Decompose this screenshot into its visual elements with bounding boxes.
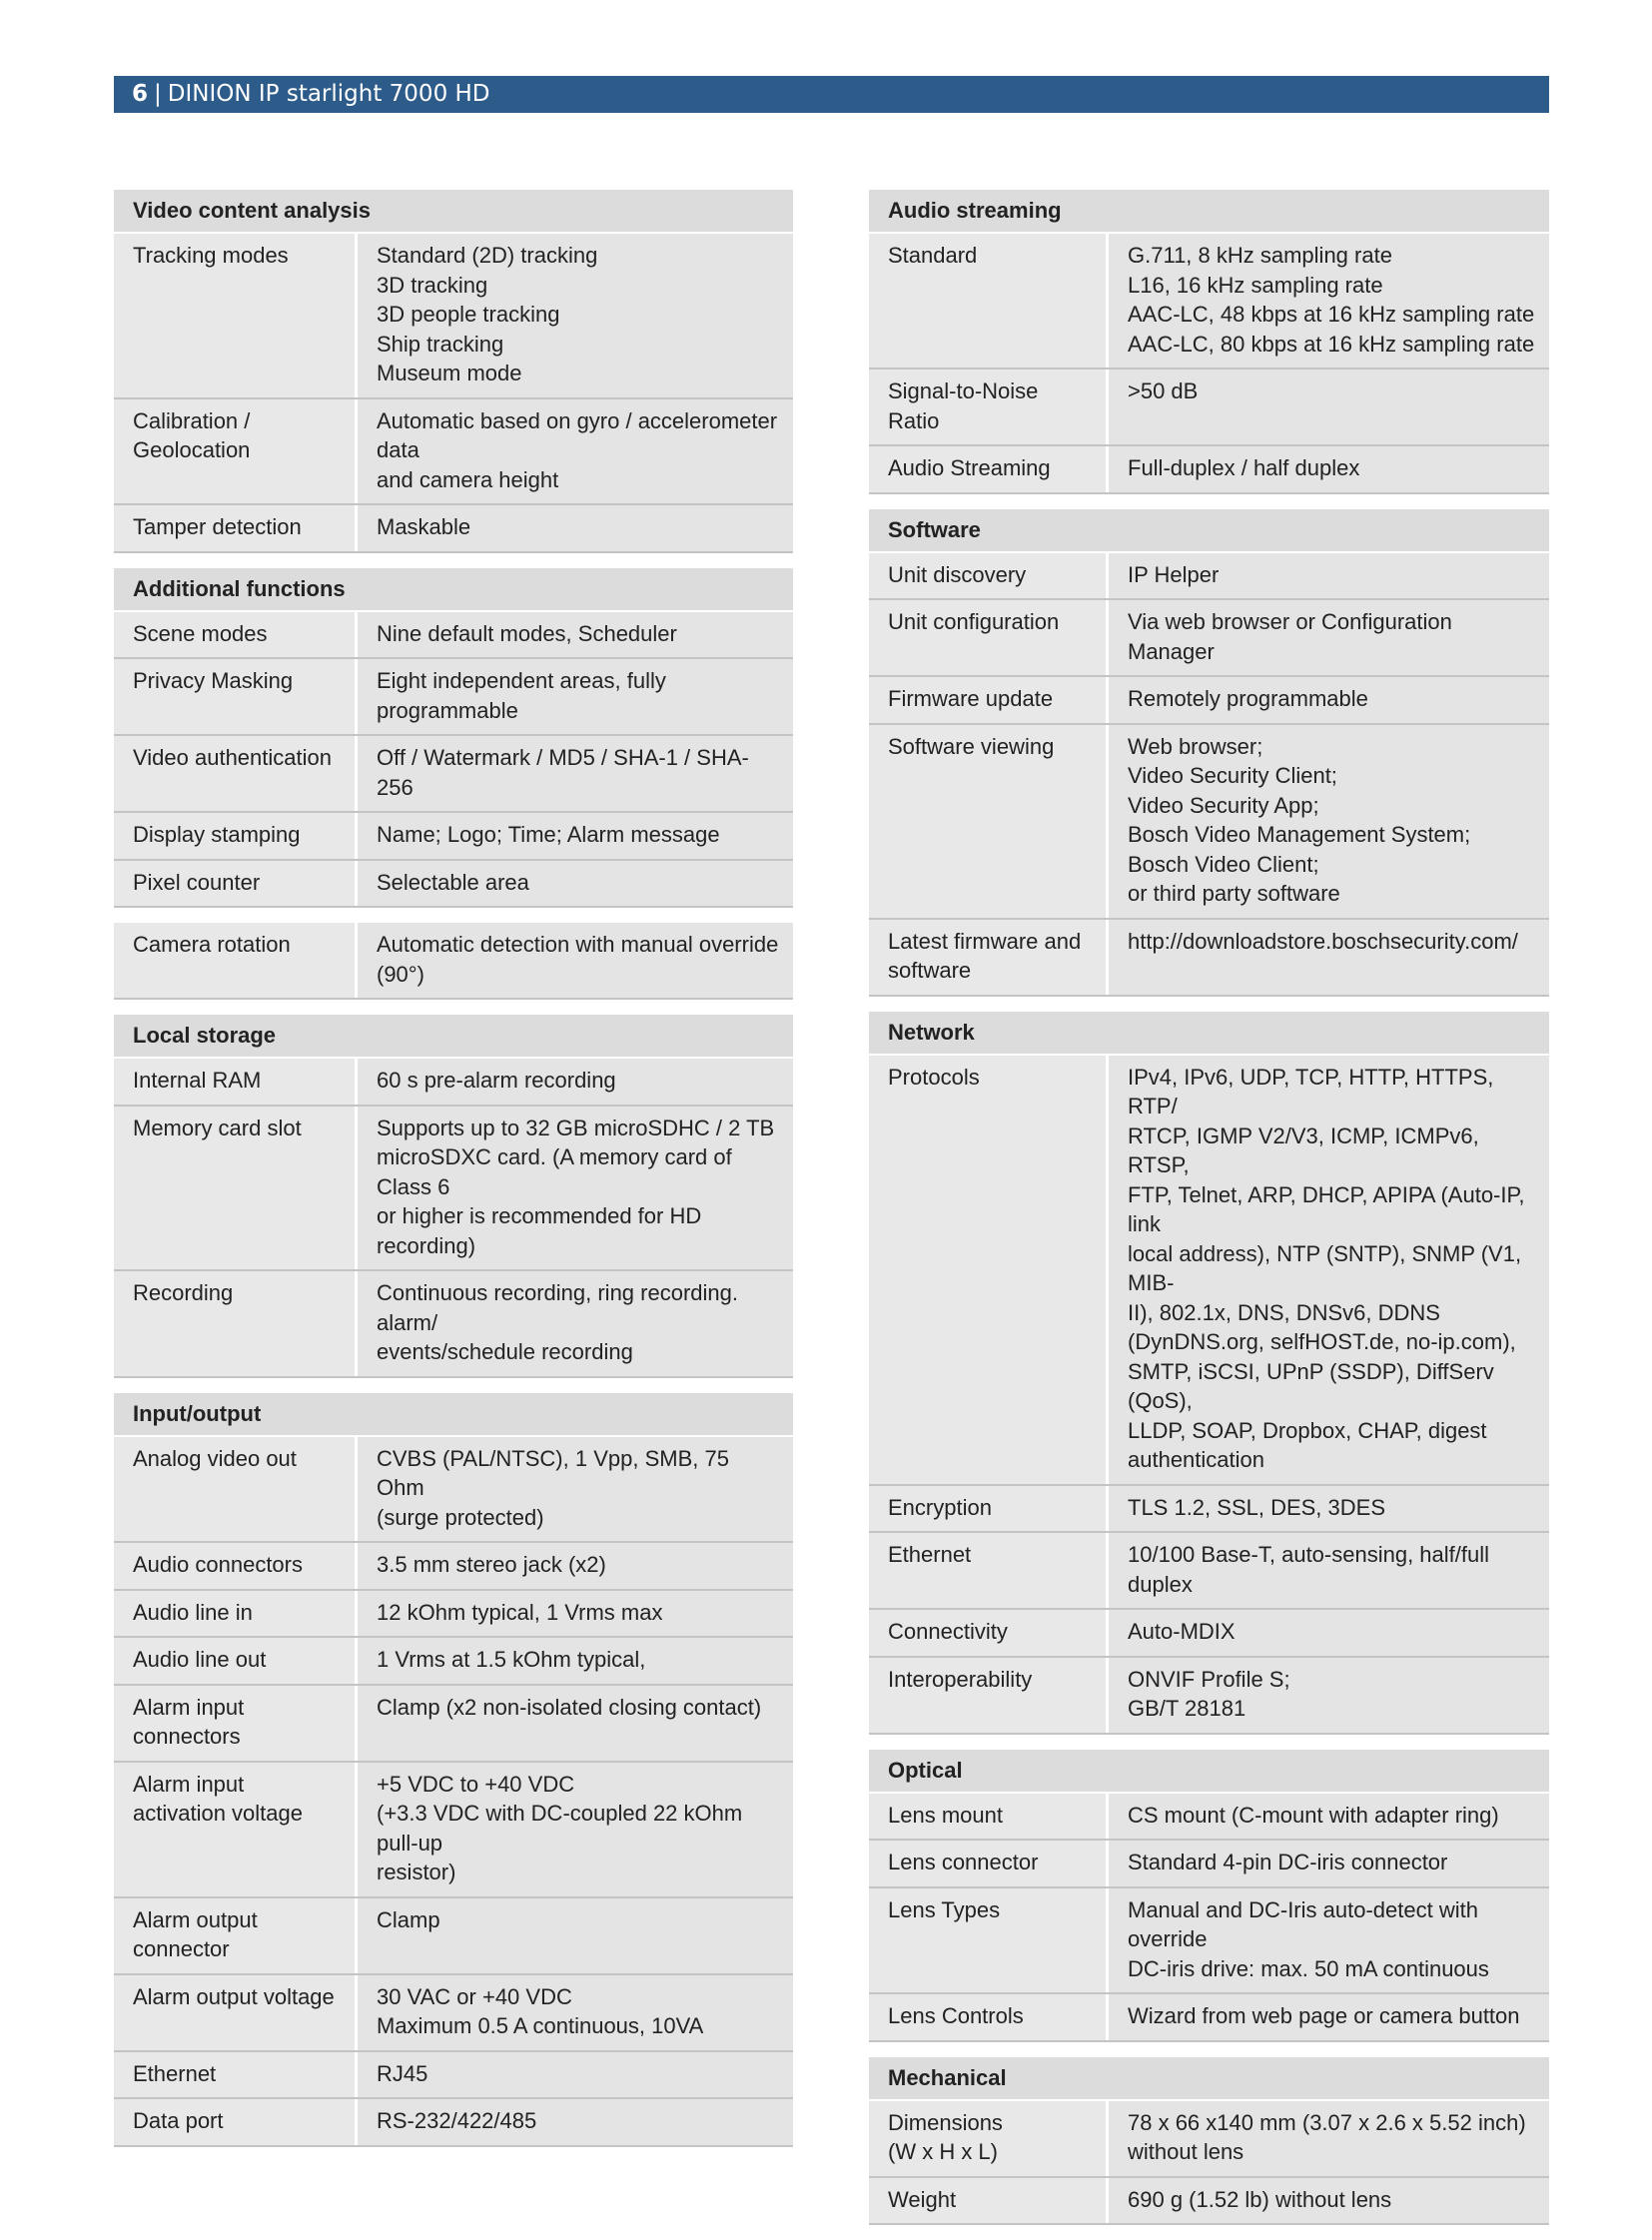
spec-row-audio-streaming <box>869 446 1549 494</box>
spec-label <box>114 399 358 504</box>
spec-label <box>114 612 358 658</box>
spec-value <box>358 1107 793 1270</box>
spec-row-display-stamping <box>114 813 793 861</box>
spec-row-video-authentication <box>114 736 793 813</box>
spec-value <box>358 813 793 859</box>
spec-row-data-port <box>114 2099 793 2147</box>
spec-row-analog-video-out <box>114 1437 793 1544</box>
spec-value-line: without lens <box>1128 2139 1244 2164</box>
spec-label-line: Encryption <box>888 1494 992 1520</box>
spec-value-line: RS-232/422/485 <box>377 2108 537 2133</box>
spec-row-privacy-masking <box>114 659 793 736</box>
spec-value-line: FTP, Telnet, ARP, DHCP, APIPA (Auto-IP, link <box>1128 1181 1525 1236</box>
spec-label-line: connector <box>133 1936 230 1961</box>
spec-label-line: (W x H x L) <box>888 2139 998 2164</box>
spec-value <box>1109 2178 1549 2224</box>
spec-row-protocols <box>869 1056 1549 1486</box>
spec-label-line: Memory card slot <box>133 1115 302 1140</box>
spec-label <box>869 1888 1109 1993</box>
spec-value <box>1109 234 1549 368</box>
spec-value-line: 78 x 66 x140 mm (3.07 x 2.6 x 5.52 inch) <box>1128 2109 1526 2135</box>
spec-row-tracking-modes <box>114 234 793 399</box>
spec-value-line: DC-iris drive: max. 50 mA continuous <box>1128 1955 1489 1981</box>
spec-label-line: Audio Streaming <box>888 455 1051 480</box>
spec-label-line: Pixel counter <box>133 869 261 895</box>
spec-label <box>114 1975 358 2050</box>
spec-label <box>114 659 358 734</box>
spec-value-line: 60 s pre-alarm recording <box>377 1068 616 1093</box>
spec-value <box>1109 1994 1549 2040</box>
spec-value <box>1109 1610 1549 1656</box>
spec-label-line: Lens mount <box>888 1802 1003 1828</box>
spec-label-line: Latest firmware and <box>888 928 1082 954</box>
spec-value <box>358 1638 793 1684</box>
spec-value-line: GB/T 28181 <box>1128 1696 1246 1721</box>
spec-value-line: 690 g (1.52 lb) without lens <box>1128 2186 1392 2212</box>
spec-value <box>358 505 793 551</box>
spec-value-line: RTCP, IGMP V2/V3, ICMP, ICMPv6, RTSP, <box>1128 1122 1479 1177</box>
spec-label-line: Dimensions <box>888 2109 1003 2135</box>
spec-label-line: Lens Types <box>888 1896 1001 1922</box>
spec-label-line: activation voltage <box>133 1801 303 1826</box>
spec-label-line: Alarm output voltage <box>133 1983 335 2009</box>
spec-label <box>114 1591 358 1637</box>
spec-label <box>114 923 358 998</box>
spec-label <box>869 725 1109 918</box>
spec-label-line: Ethernet <box>133 2060 217 2086</box>
spec-value-line: IP Helper <box>1128 561 1220 587</box>
spec-value-line: Via web browser or Configuration Manager <box>1128 609 1452 664</box>
spec-value-line: Clamp (x2 non-isolated closing contact) <box>377 1694 762 1720</box>
spec-value-line: Name; Logo; Time; Alarm message <box>377 822 720 847</box>
spec-label-line: Audio connectors <box>133 1552 303 1577</box>
spec-value-line: authentication <box>1128 1447 1264 1472</box>
spec-label-line: Internal RAM <box>133 1068 262 1093</box>
spec-label <box>869 370 1109 444</box>
spec-value-line: ONVIF Profile S; <box>1128 1666 1290 1692</box>
spec-section-input-output <box>114 1393 793 2147</box>
spec-row-recording <box>114 1271 793 1378</box>
spec-value-line: Selectable area <box>377 869 529 895</box>
spec-label-line: Software viewing <box>888 733 1055 759</box>
spec-row-alarm-input-activation-voltage <box>114 1763 793 1898</box>
spec-value-line: AAC-LC, 48 kbps at 16 kHz sampling rate <box>1128 302 1535 327</box>
spec-row-unit-configuration <box>869 600 1549 677</box>
right-spec-column <box>869 190 1549 2240</box>
spec-value <box>1109 1888 1549 1993</box>
spec-label <box>869 446 1109 492</box>
spec-label <box>114 1763 358 1896</box>
spec-value-line: Maximum 0.5 A continuous, 10VA <box>377 2013 704 2038</box>
spec-value-line: Video Security Client; <box>1128 763 1337 788</box>
spec-value <box>358 2052 793 2098</box>
spec-value-line: and camera height <box>377 466 559 492</box>
spec-value-line: Standard 4-pin DC-iris connector <box>1128 1850 1448 1874</box>
section-heading: Local storage <box>114 1015 793 1059</box>
spec-section-audio-streaming <box>869 190 1549 494</box>
spec-label <box>869 1794 1109 1840</box>
spec-value-line: Video Security App; <box>1128 792 1319 818</box>
spec-label <box>114 813 358 859</box>
spec-value <box>358 1686 793 1761</box>
spec-row-audio-connectors <box>114 1543 793 1591</box>
spec-row-audio-line-in <box>114 1591 793 1639</box>
spec-value-line: AAC-LC, 80 kbps at 16 kHz sampling rate <box>1128 331 1535 357</box>
spec-value-line: (90°) <box>377 961 424 987</box>
spec-label-line: Connectivity <box>888 1619 1008 1644</box>
spec-value-line: 10/100 Base-T, auto-sensing, half/full duplex <box>1128 1542 1490 1597</box>
spec-row-scene-modes <box>114 612 793 660</box>
spec-label-line: Privacy Masking <box>133 668 294 693</box>
spec-value <box>358 234 793 397</box>
spec-label <box>114 736 358 811</box>
spec-value <box>1109 1794 1549 1840</box>
spec-value <box>358 659 793 734</box>
spec-row-alarm-output-connector <box>114 1898 793 1975</box>
spec-value-line: Bosch Video Management System; <box>1128 822 1471 847</box>
spec-value-line: or third party software <box>1128 881 1340 906</box>
spec-label <box>869 600 1109 675</box>
spec-row-latest-firmware-and-software <box>869 920 1549 997</box>
spec-section-group-2 <box>114 923 793 1000</box>
header-separator: | <box>154 81 162 107</box>
document-title: DINION IP starlight 7000 HD <box>167 81 490 107</box>
spec-value-line: Standard (2D) tracking <box>377 243 598 268</box>
spec-row-encryption <box>869 1486 1549 1534</box>
spec-value <box>358 736 793 811</box>
spec-section-additional-functions <box>114 568 793 909</box>
spec-label <box>114 1638 358 1684</box>
spec-label-line: Camera rotation <box>133 932 291 957</box>
spec-label-line: Alarm output <box>133 1906 258 1932</box>
spec-label-line: Geolocation <box>133 437 251 462</box>
spec-row-alarm-input-connectors <box>114 1686 793 1763</box>
spec-label <box>869 1610 1109 1656</box>
spec-value <box>358 612 793 658</box>
spec-label-line: Interoperability <box>888 1666 1033 1692</box>
spec-row-audio-line-out <box>114 1638 793 1686</box>
spec-value-line: Web browser; <box>1128 733 1263 759</box>
spec-value-line: (DynDNS.org, selfHOST.de, no-ip.com), <box>1128 1329 1516 1354</box>
spec-label-line: Scene modes <box>133 620 268 646</box>
spec-label-line: Calibration / <box>133 407 251 433</box>
spec-value-line: Continuous recording, ring recording. alarm/ <box>377 1280 738 1335</box>
spec-row-connectivity <box>869 1610 1549 1658</box>
spec-label-line: Audio line out <box>133 1647 267 1672</box>
spec-label <box>869 1841 1109 1886</box>
spec-row-internal-ram <box>114 1059 793 1107</box>
spec-value-line: local address), NTP (SNTP), SNMP (V1, MIB- <box>1128 1240 1522 1295</box>
spec-row-lens-controls <box>869 1994 1549 2042</box>
spec-value <box>358 1898 793 1973</box>
spec-value <box>1109 1056 1549 1484</box>
spec-label <box>114 1686 358 1761</box>
spec-value <box>358 399 793 504</box>
spec-label-line: Lens connector <box>888 1850 1039 1874</box>
spec-label-line: Data port <box>133 2108 224 2133</box>
spec-label <box>869 1533 1109 1608</box>
spec-value <box>1109 553 1549 599</box>
spec-label-line: Unit configuration <box>888 609 1060 634</box>
spec-label <box>869 1658 1109 1733</box>
left-spec-column <box>114 190 793 2162</box>
spec-row-interoperability <box>869 1658 1549 1735</box>
spec-label <box>869 2178 1109 2224</box>
spec-row-camera-rotation <box>114 923 793 1000</box>
spec-value-line: 30 VAC or +40 VDC <box>377 1983 572 2009</box>
spec-value-line: 1 Vrms at 1.5 kOhm typical, <box>377 1647 646 1672</box>
spec-value-line: G.711, 8 kHz sampling rate <box>1128 243 1392 268</box>
spec-label <box>114 234 358 397</box>
spec-label-line: Ethernet <box>888 1542 972 1567</box>
spec-label <box>114 1543 358 1589</box>
section-heading: Mechanical <box>869 2057 1549 2101</box>
spec-value-line: CS mount (C-mount with adapter ring) <box>1128 1802 1499 1828</box>
spec-label <box>114 1898 358 1973</box>
spec-label-line: Firmware update <box>888 686 1054 711</box>
spec-value-line: Clamp <box>377 1906 440 1932</box>
spec-label <box>869 1056 1109 1484</box>
spec-value <box>1109 725 1549 918</box>
section-heading: Additional functions <box>114 568 793 612</box>
spec-value-line: Off / Watermark / MD5 / SHA-1 / SHA-256 <box>377 745 749 800</box>
spec-label <box>869 1994 1109 2040</box>
spec-value-line: or higher is recommended for HD recording) <box>377 1203 702 1258</box>
spec-row-ethernet <box>869 1533 1549 1610</box>
spec-row-unit-discovery <box>869 553 1549 601</box>
spec-label <box>114 2052 358 2098</box>
spec-label <box>114 1271 358 1376</box>
spec-row-lens-mount <box>869 1794 1549 1842</box>
spec-value <box>1109 1533 1549 1608</box>
spec-row-tamper-detection <box>114 505 793 553</box>
spec-row-memory-card-slot <box>114 1107 793 1272</box>
spec-label <box>869 2101 1109 2176</box>
spec-label <box>114 1437 358 1542</box>
spec-value <box>1109 920 1549 995</box>
spec-value-line: L16, 16 kHz sampling rate <box>1128 272 1383 298</box>
spec-value-line: +5 VDC to +40 VDC <box>377 1771 575 1797</box>
spec-row-lens-types <box>869 1888 1549 1995</box>
spec-value <box>1109 1486 1549 1532</box>
spec-value-line: 3D people tracking <box>377 302 560 327</box>
spec-label <box>114 1107 358 1270</box>
spec-label-line: Signal-to-Noise Ratio <box>888 378 1039 433</box>
spec-value-line: CVBS (PAL/NTSC), 1 Vpp, SMB, 75 Ohm <box>377 1445 729 1500</box>
spec-value <box>358 1437 793 1542</box>
spec-value-line: (surge protected) <box>377 1504 544 1530</box>
spec-label-line: Standard <box>888 243 978 268</box>
spec-value <box>358 2099 793 2145</box>
spec-value <box>358 1591 793 1637</box>
spec-value <box>1109 600 1549 675</box>
spec-label <box>114 1059 358 1105</box>
spec-value-line: 3.5 mm stereo jack (x2) <box>377 1552 606 1577</box>
spec-value <box>358 1059 793 1105</box>
spec-label <box>869 234 1109 368</box>
spec-label-line: Alarm input <box>133 1694 245 1720</box>
spec-label <box>869 920 1109 995</box>
spec-value-line: microSDXC card. (A memory card of Class 6 <box>377 1144 732 1199</box>
section-heading: Network <box>869 1012 1549 1056</box>
spec-row-dimensions-w-x-h-x-l <box>869 2101 1549 2178</box>
page-header-bar <box>114 76 1549 113</box>
spec-value-line: LLDP, SOAP, Dropbox, CHAP, digest <box>1128 1417 1487 1443</box>
spec-value <box>358 1975 793 2050</box>
spec-row-firmware-update <box>869 677 1549 725</box>
spec-value <box>1109 2101 1549 2176</box>
spec-value <box>358 1543 793 1589</box>
spec-row-software-viewing <box>869 725 1549 920</box>
spec-value-line: Eight independent areas, fully programmable <box>377 668 666 723</box>
spec-label <box>114 2099 358 2145</box>
spec-value-line: Bosch Video Client; <box>1128 851 1319 877</box>
spec-section-optical <box>869 1750 1549 2042</box>
spec-row-signal-to-noise-ratio <box>869 370 1549 446</box>
spec-row-lens-connector <box>869 1841 1549 1888</box>
spec-value-line: http://downloadstore.boschsecurity.com/ <box>1128 928 1518 954</box>
section-heading: Audio streaming <box>869 190 1549 234</box>
spec-value-line: TLS 1.2, SSL, DES, 3DES <box>1128 1494 1386 1520</box>
spec-value-line: Remotely programmable <box>1128 686 1368 711</box>
spec-row-weight <box>869 2178 1549 2226</box>
spec-value-line: II), 802.1x, DNS, DNSv6, DDNS <box>1128 1299 1440 1325</box>
spec-label-line: Tracking modes <box>133 243 289 268</box>
spec-value-line: SMTP, iSCSI, UPnP (SSDP), DiffServ (QoS), <box>1128 1358 1494 1413</box>
spec-value-line: resistor) <box>377 1860 456 1884</box>
spec-value-line: 3D tracking <box>377 272 488 298</box>
spec-value <box>1109 446 1549 492</box>
spec-label-line: Video authentication <box>133 745 332 770</box>
spec-value-line: 12 kOhm typical, 1 Vrms max <box>377 1599 663 1625</box>
section-heading: Optical <box>869 1750 1549 1794</box>
spec-value-line: RJ45 <box>377 2060 428 2086</box>
spec-value <box>358 1271 793 1376</box>
spec-value-line: (+3.3 VDC with DC-coupled 22 kOhm pull-up <box>377 1801 743 1856</box>
section-heading: Software <box>869 509 1549 553</box>
spec-row-alarm-output-voltage <box>114 1975 793 2052</box>
spec-label <box>869 677 1109 723</box>
spec-value-line: >50 dB <box>1128 378 1199 403</box>
spec-label-line: Weight <box>888 2186 957 2212</box>
page-number: 6 <box>132 81 149 107</box>
spec-value <box>1109 677 1549 723</box>
spec-label-line: Tamper detection <box>133 514 302 539</box>
spec-value <box>1109 1658 1549 1733</box>
spec-label <box>869 553 1109 599</box>
section-heading: Input/output <box>114 1393 793 1437</box>
spec-label-line: connectors <box>133 1724 241 1749</box>
spec-value <box>1109 1841 1549 1886</box>
spec-value <box>358 861 793 907</box>
spec-value-line: Maskable <box>377 514 471 539</box>
spec-value-line: events/schedule recording <box>377 1339 633 1364</box>
spec-value <box>358 923 793 998</box>
spec-value-line: Automatic detection with manual override <box>377 932 779 957</box>
spec-row-calibration-geolocation <box>114 399 793 506</box>
spec-value-line: Auto-MDIX <box>1128 1619 1236 1644</box>
spec-value <box>1109 370 1549 444</box>
spec-label-line: Lens Controls <box>888 2003 1024 2028</box>
spec-value-line: Museum mode <box>377 361 522 385</box>
spec-value-line: Supports up to 32 GB microSDHC / 2 TB <box>377 1115 775 1140</box>
spec-row-ethernet <box>114 2052 793 2100</box>
spec-section-software <box>869 509 1549 997</box>
spec-label-line: Analog video out <box>133 1445 297 1471</box>
spec-label-line: Alarm input <box>133 1771 245 1797</box>
spec-value-line: Full-duplex / half duplex <box>1128 455 1360 480</box>
spec-value <box>358 1763 793 1896</box>
spec-section-network <box>869 1012 1549 1735</box>
spec-label <box>114 505 358 551</box>
spec-value-line: Ship tracking <box>377 331 504 357</box>
spec-label-line: Audio line in <box>133 1599 253 1625</box>
spec-label-line: Recording <box>133 1280 234 1305</box>
spec-label-line: software <box>888 958 972 983</box>
spec-row-standard <box>869 234 1549 370</box>
spec-label-line: Unit discovery <box>888 561 1027 587</box>
spec-value-line: Manual and DC-Iris auto-detect with override <box>1128 1896 1478 1951</box>
spec-label-line: Display stamping <box>133 822 301 847</box>
spec-section-local-storage <box>114 1015 793 1378</box>
spec-label-line: Protocols <box>888 1064 980 1090</box>
spec-value-line: IPv4, IPv6, UDP, TCP, HTTP, HTTPS, RTP/ <box>1128 1064 1494 1119</box>
spec-row-pixel-counter <box>114 861 793 909</box>
spec-value-line: Nine default modes, Scheduler <box>377 620 677 646</box>
section-heading: Video content analysis <box>114 190 793 234</box>
spec-section-video-content-analysis <box>114 190 793 553</box>
spec-value-line: Wizard from web page or camera button <box>1128 2003 1520 2028</box>
spec-label <box>114 861 358 907</box>
spec-value-line: Automatic based on gyro / accelerometer data <box>377 407 778 462</box>
spec-label <box>869 1486 1109 1532</box>
spec-section-mechanical <box>869 2057 1549 2226</box>
